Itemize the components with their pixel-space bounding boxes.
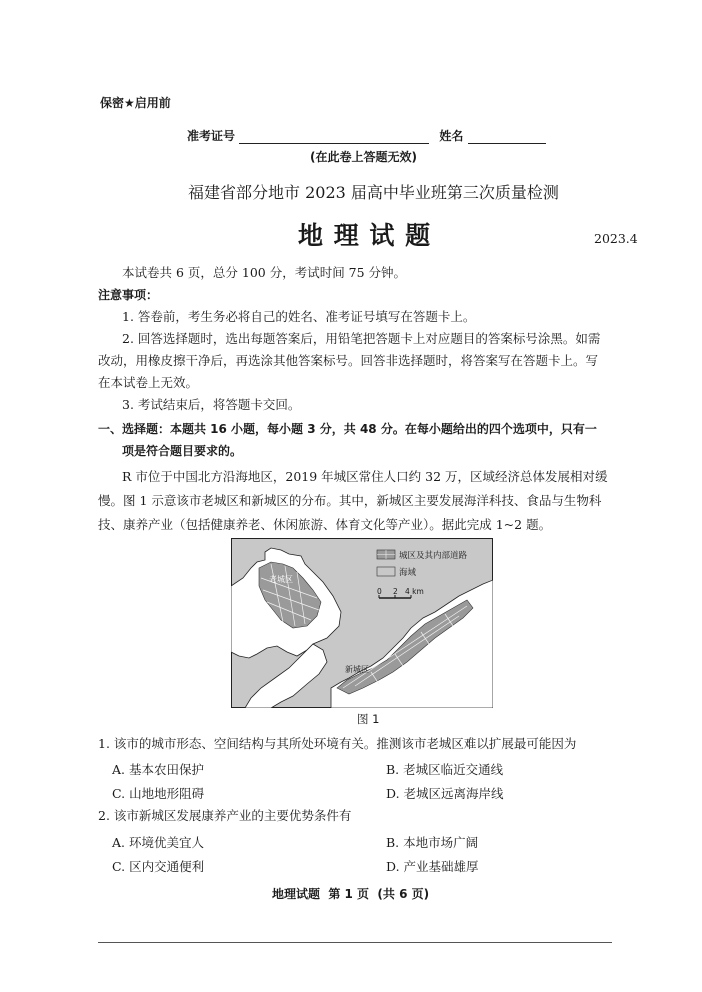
bottom-rule — [98, 942, 612, 943]
figure-caption: 图 1 — [357, 712, 380, 726]
svg-text:2: 2 — [393, 587, 398, 596]
name-label: 姓名 — [439, 129, 464, 143]
note-1: 1. 答卷前，考生务必将自己的姓名、准考证号填写在答题卡上。 — [122, 309, 476, 324]
q2-option-a: A. 环境优美宜人 — [112, 835, 204, 850]
passage-line-3: 技、康养产业（包括健康养老、休闲旅游、体育文化等产业）。据此完成 1~2 题。 — [98, 517, 552, 532]
section-heading: 一、选择题：本题共 16 小题，每小题 3 分，共 48 分。在每小题给出的四个选项中，只有一 — [98, 422, 597, 436]
new-city-label: 新城区 — [345, 665, 369, 674]
old-city-label-1: 老城区 — [269, 575, 293, 584]
q2-option-b: B. 本地市场广阔 — [386, 835, 479, 850]
section-heading-cont: 项是符合题目要求的。 — [122, 444, 243, 458]
exam-date: 2023.4 — [594, 231, 638, 246]
q1-option-b: B. 老城区临近交通线 — [386, 762, 504, 777]
note-2-cont: 改动，用橡皮擦干净后，再选涂其他答案标号。回答非选择题时，将答案写在答题卡上。写 — [98, 353, 599, 368]
note-2-end: 在本试卷上无效。 — [98, 375, 199, 390]
q1-option-d: D. 老城区远离海岸线 — [386, 786, 504, 801]
exam-number-label: 准考证号 — [187, 129, 236, 143]
figure-1-map — [231, 538, 493, 708]
note-2: 2. 回答选择题时，选出每题答案后，用铅笔把答题卡上对应题目的答案标号涂黑。如需 — [122, 331, 601, 346]
question-2-stem: 2. 该市新城区发展康养产业的主要优势条件有 — [98, 808, 352, 823]
q1-option-a: A. 基本农田保护 — [112, 762, 204, 777]
candidate-info-line — [187, 127, 546, 144]
page-footer: 地理试题 第 1 页 (共 6 页) — [272, 887, 430, 901]
name-blank — [468, 129, 546, 144]
confidential-mark: 保密★启用前 — [100, 96, 171, 110]
q2-option-c: C. 区内交通便利 — [112, 859, 205, 874]
legend-sea-label: 海域 — [399, 568, 417, 578]
exam-title: 福建省部分地市 2023 届高中毕业班第三次质量检测 — [188, 183, 559, 202]
legend-sea-swatch — [377, 567, 395, 576]
passage-line-2: 慢。图 1 示意该市老城区和新城区的分布。其中，新城区主要发展海洋科技、食品与生物科 — [98, 493, 602, 508]
invalid-note: (在此卷上答题无效) — [310, 150, 417, 164]
notes-heading: 注意事项： — [98, 288, 159, 302]
legend-urban-label: 城区及其内部道路 — [399, 551, 468, 561]
svg-text:0: 0 — [377, 587, 382, 596]
passage-line-1: R 市位于中国北方沿海地区，2019 年城区常住人口约 32 万，区域经济总体发展相对缓 — [122, 469, 608, 484]
question-1-stem: 1. 该市的城市形态、空间结构与其所处环境有关。推测该市老城区难以扩展最可能因为 — [98, 736, 577, 751]
subject-title: 地 理 试 题 — [298, 221, 432, 250]
svg-text:4 km: 4 km — [405, 587, 424, 596]
exam-number-blank — [239, 129, 429, 144]
intro-text: 本试卷共 6 页，总分 100 分，考试时间 75 分钟。 — [122, 265, 407, 280]
q2-option-d: D. 产业基础雄厚 — [386, 859, 479, 874]
note-3: 3. 考试结束后，将答题卡交回。 — [122, 397, 301, 412]
q1-option-c: C. 山地地形阻碍 — [112, 786, 205, 801]
